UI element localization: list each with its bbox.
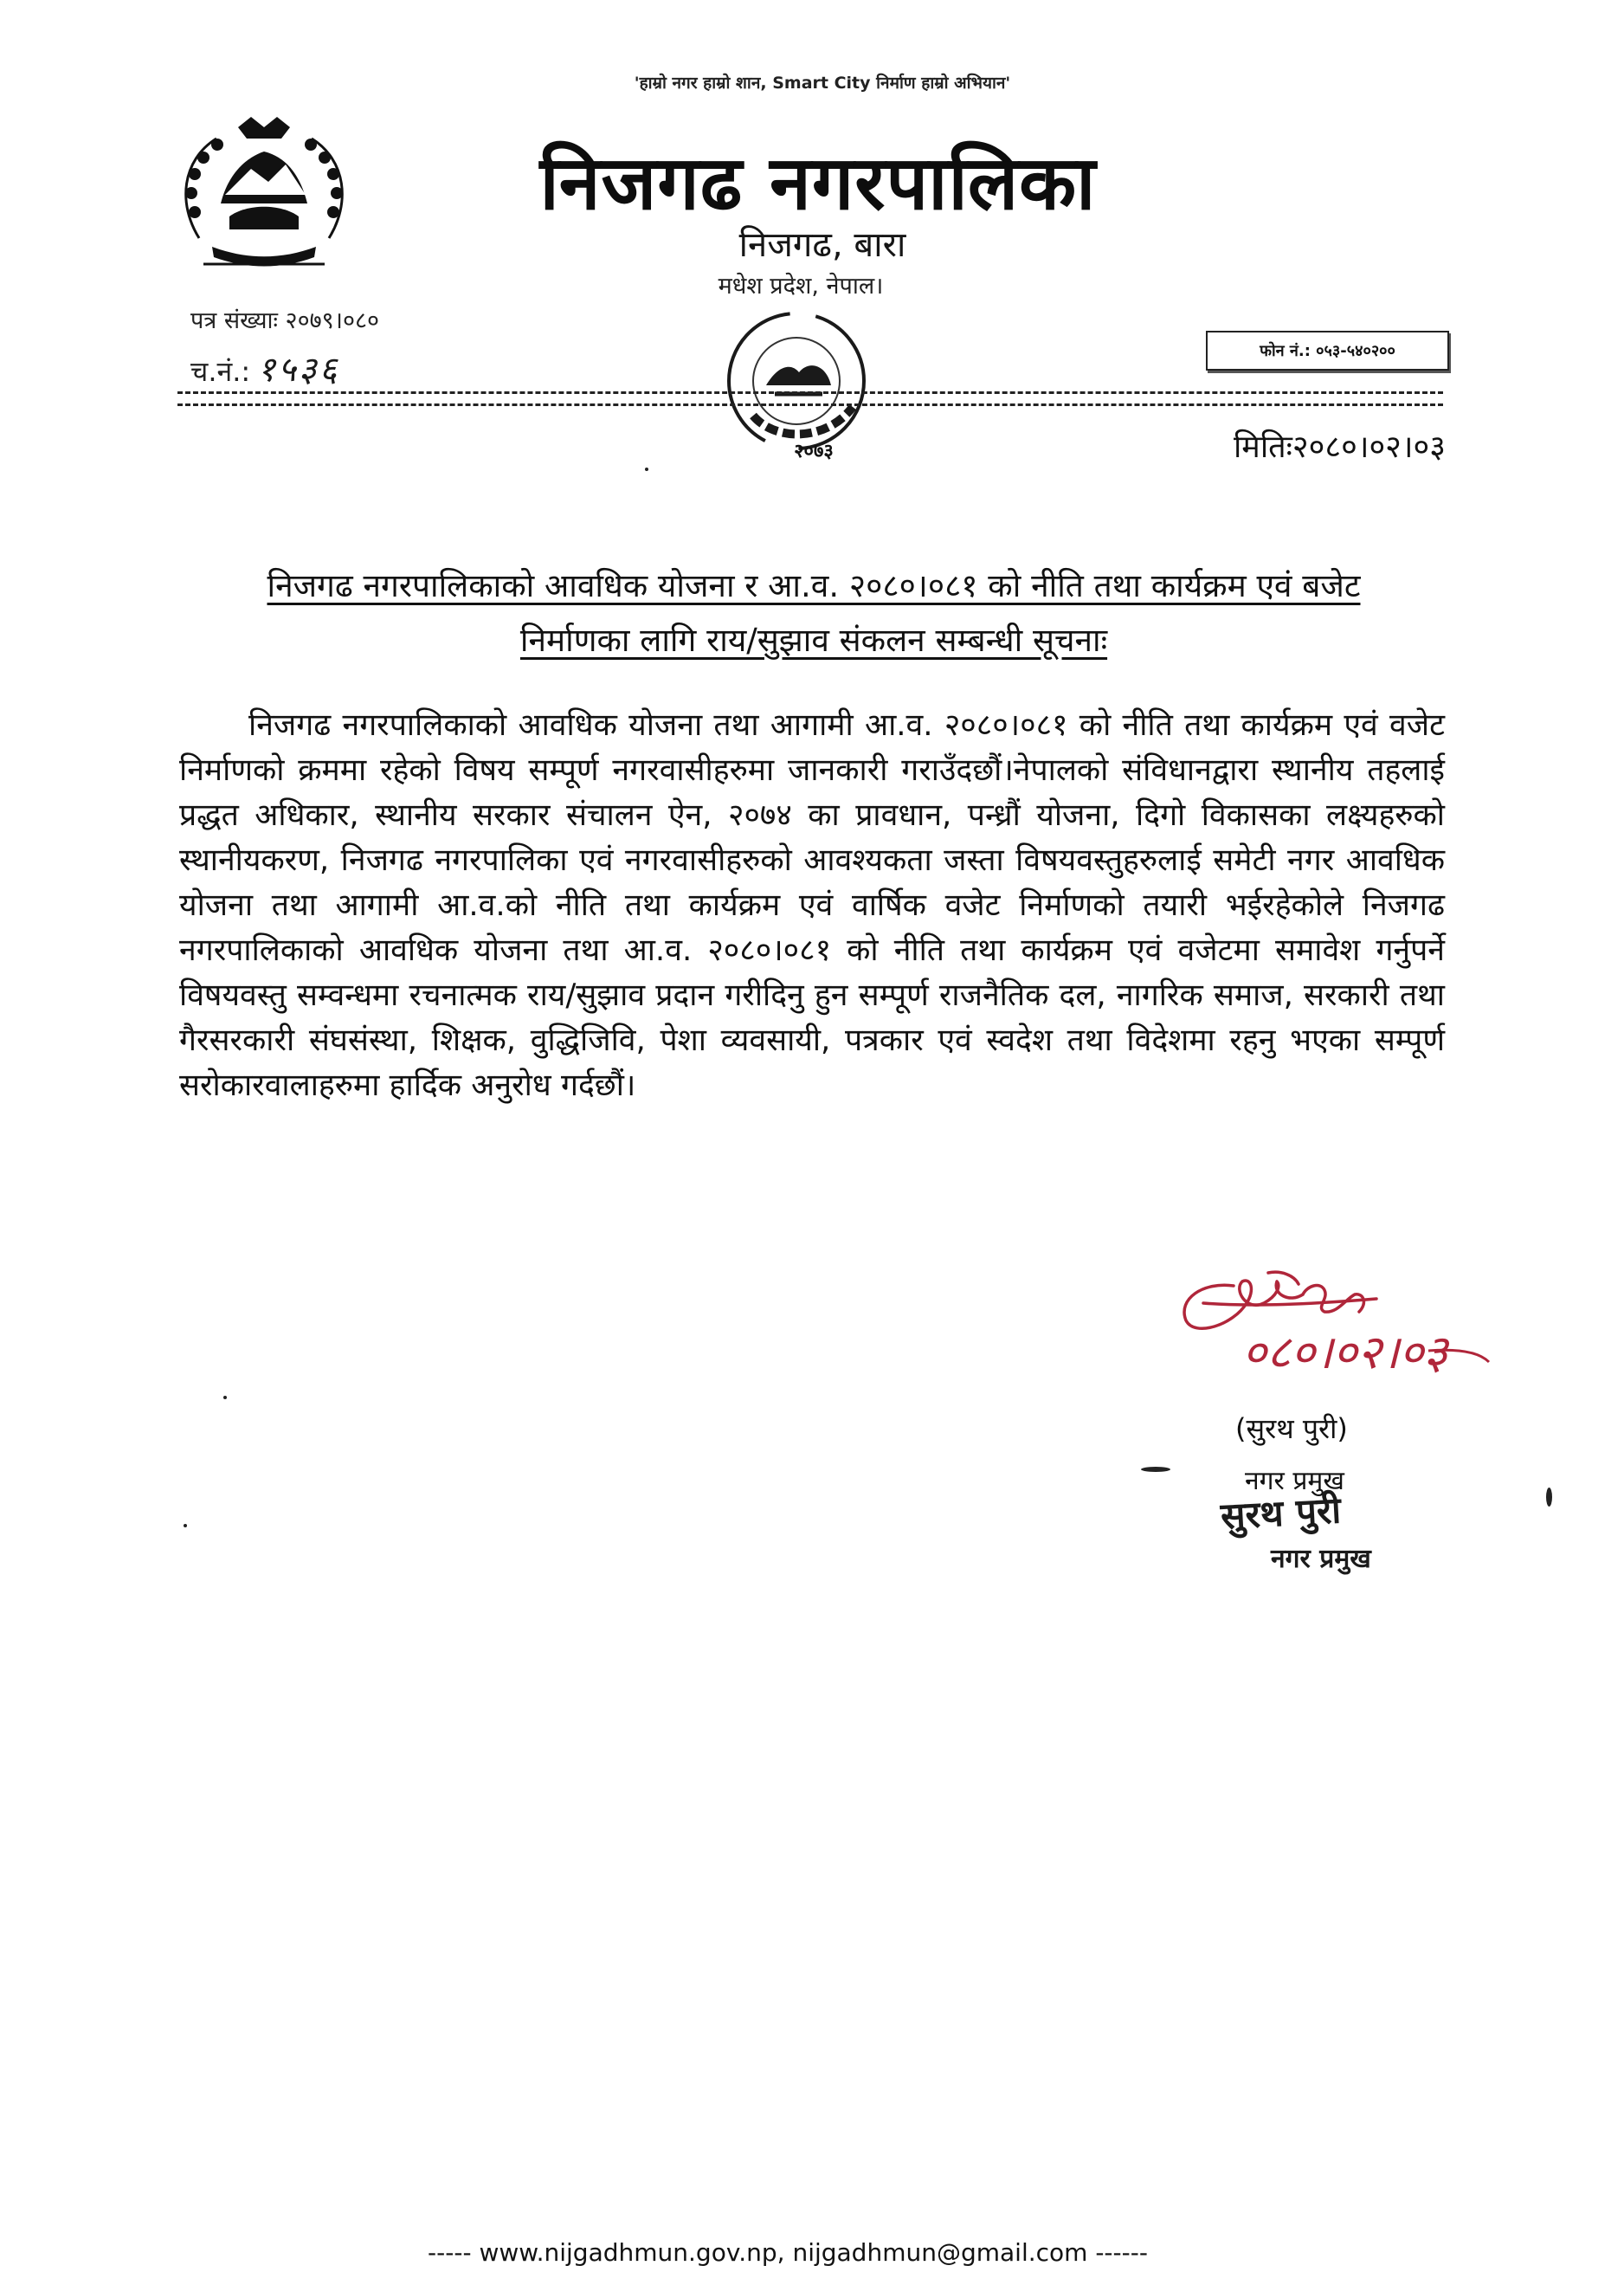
header-divider-top [177, 391, 1443, 394]
subject-line-2: निर्माणका लागि राय/सुझाव संकलन सम्बन्धी सूचनाः [519, 622, 1108, 659]
despatch-number: १५३६ [257, 350, 340, 390]
subject-line-1: निजगढ नगरपालिकाको आवधिक योजना र आ.व. २०८०।०८१ को नीति तथा कार्यक्रम एवं बजेट [267, 567, 1361, 604]
reference-number: पत्र संख्याः २०७९।०८० [190, 307, 380, 334]
handwritten-signature [1151, 1251, 1532, 1407]
scan-speck [223, 1396, 227, 1399]
subject-heading [156, 558, 1472, 668]
municipality-emblem-icon [169, 108, 359, 290]
stamp-year: २०७३ [794, 441, 834, 462]
signatory-title: नगर प्रमुख [1245, 1466, 1344, 1496]
despatch-number-row [190, 344, 339, 391]
header-divider-bottom [177, 403, 1443, 406]
body-paragraph: निजगढ नगरपालिकाको आवधिक योजना तथा आगामी आ.व. २०८०।०८१ को नीति तथा कार्यक्रम एवं वजेट निर्माणको क्रममा रहेको विषय सम्पूर्ण नगरवासीहरुमा जानकारी गराउँदछौं।नेपालको संविधानद्वारा स्थानीय तहलाई प्रद्धत अधिकार, स्थानीय सरकार संचालन ऐन, २०७४ का प्रावधान, पन्ध्रौं योजना, दिगो विकासका लक्ष्यहरुको स्थानीयकरण, निजगढ नगरपालिका एवं नगरवासीहरुको आवश्यकता जस्ता विषयवस्तुहरुलाई समेटी नगर आवधिक योजना तथा आगामी आ.व.को नीति तथा कार्यक्रम एवं वार्षिक वजेट निर्माणको तयारी भईरहेकोले निजगढ नगरपालिकाको आवधिक योजना तथा आ.व. २०८०।०८१ को नीति तथा कार्यक्रम एवं वजेटमा समावेश गर्नुपर्ने विषयवस्तु सम्वन्धमा रचनात्मक राय/सुझाव प्रदान गरीदिनु हुन सम्पूर्ण राजनैतिक दल, नागरिक समाज, सरकारी तथा गैरसरकारी संघसंस्था, शिक्षक, वुद्धिजिवि, पेशा व्यवसायी, पत्रकार एवं स्वदेश तथा विदेशमा रहनु भएका सम्पूर्ण सरोकारवालाहरुमा हार्दिक अनुरोध गर्दछौं। [179, 707, 1445, 1103]
phone-box: फोन नं.: ०५३-५४०२०० [1206, 331, 1449, 371]
scan-speck [184, 1524, 187, 1527]
tagline: 'हाम्रो नगर हाम्रो शान, Smart City निर्माण हाम्रो अभियान' [634, 74, 1011, 93]
organization-name: निजगढ नगरपालिका [539, 140, 1097, 227]
scan-speck [645, 468, 648, 471]
seal-name: सुरथ पुरी [1219, 1488, 1343, 1538]
scan-speck [1546, 1488, 1552, 1507]
signature-date: ०८०।०२।०३ [1242, 1325, 1448, 1379]
scan-speck [1141, 1467, 1170, 1472]
despatch-label: च.नं.: [190, 355, 251, 388]
district-line: निजगढ, बारा [738, 225, 906, 265]
notice-body [179, 703, 1445, 1108]
signatory-name: (सुरथ पुरी) [1235, 1412, 1348, 1445]
province-line: मधेश प्रदेश, नेपाल। [718, 273, 884, 300]
seal-title: नगर प्रमुख [1271, 1544, 1371, 1574]
letter-date: मितिः२०८०।०२।०३ [1233, 429, 1446, 465]
footer-contact: ----- www.nijgadhmun.gov.np, nijgadhmun@gmail.com ------ [428, 2238, 1148, 2267]
